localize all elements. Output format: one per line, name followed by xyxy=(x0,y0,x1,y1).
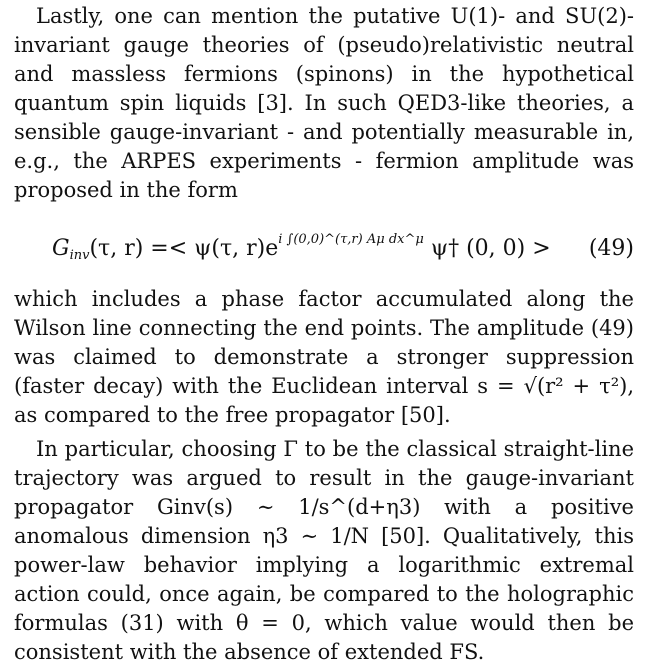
equation-rhs: ψ† (0, 0) > xyxy=(430,236,551,261)
equation-lhs-args: (τ, r) =< ψ(τ, r)e xyxy=(89,236,279,261)
equation-body xyxy=(52,232,551,263)
equation-lhs-subscript: inv xyxy=(69,248,90,263)
equation-number: (49) xyxy=(588,236,634,261)
paragraph-2: which includes a phase factor accumulated along the Wilson line connecting the end points. The amplitude (49) was claimed to demonstrate a stronger suppression (faster decay) with the Euclidean interval s = √(r² + τ²), as compared to the free propagator [50]. xyxy=(14,287,634,427)
equation-lhs: G xyxy=(52,236,70,261)
equation-exponent: i ∫(0,0)^(τ,r) Aμ dx^μ xyxy=(278,232,424,247)
paragraph-3: In particular, choosing Γ to be the classical straight-line trajectory was argued to result in the gauge-invariant propagator Ginv(s) ∼ 1/s^(d+η3) with a positive anomalous dimension η3 ∼ 1/N [50]. Qualitatively, this power-law behavior implying a logarithmic extremal action could, once again, be compared to the holographic formulas (31) with θ = 0, which value would then be consistent with the absence of extended FS. xyxy=(14,437,634,664)
equation-49 xyxy=(0,218,648,280)
paragraph-1: Lastly, one can mention the putative U(1)- and SU(2)-invariant gauge theories of (pseudo)relativistic neutral and massless fermions (spinons) in the hypothetical quantum spin liquids [3]. In such QED3-like theories, a sensible gauge-invariant - and potentially measurable in, e.g., the ARPES experiments - fermion amplitude was proposed in the form xyxy=(14,4,634,202)
